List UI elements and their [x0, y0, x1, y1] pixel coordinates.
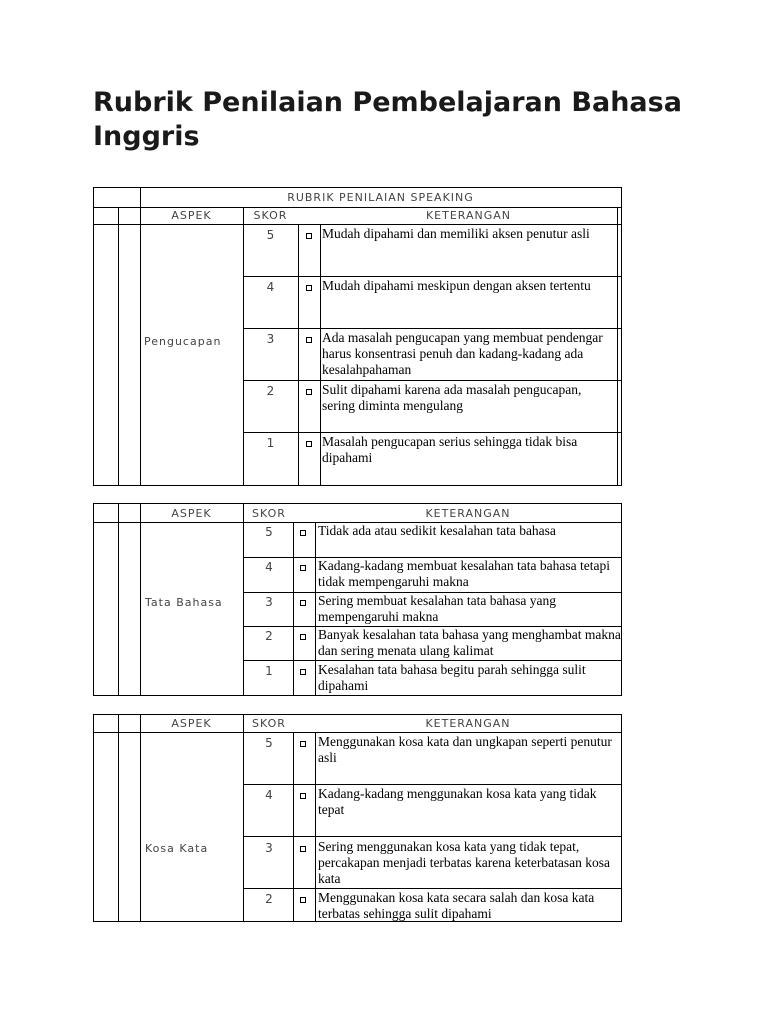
aspect-label: Tata Bahasa	[145, 596, 223, 609]
checkbox-icon	[300, 530, 306, 536]
score-value: 5	[266, 228, 275, 242]
checkbox-icon	[306, 441, 312, 447]
score-description: Mudah dipahami dan memiliki aksen penutur asli	[322, 226, 590, 241]
column-header-keterangan: KETERANGAN	[425, 717, 511, 730]
score-description: Sering membuat kesalahan tata bahasa yang mempengaruhi makna	[318, 593, 557, 624]
checkbox-icon	[300, 565, 306, 571]
score-value: 5	[265, 525, 273, 539]
checkbox-icon	[306, 285, 312, 291]
score-description: Menggunakan kosa kata dan ungkapan seperti penutur asli	[318, 734, 612, 765]
aspect-label: Pengucapan	[144, 335, 222, 348]
score-description: Mudah dipahami meskipun dengan aksen tertentu	[322, 278, 591, 293]
page-title: Rubrik Penilaian Pembelajaran Bahasa Inggris	[93, 87, 682, 152]
score-value: 2	[266, 384, 275, 398]
checkbox-icon	[300, 741, 306, 747]
score-value: 3	[265, 595, 273, 609]
checkbox-icon	[300, 897, 306, 903]
column-header-skor: SKOR	[252, 717, 286, 730]
score-value: 4	[265, 560, 273, 574]
grammar-rubric-table	[93, 503, 622, 696]
score-value: 4	[265, 788, 273, 802]
score-description: Sulit dipahami karena ada masalah pengucapan, sering diminta mengulang	[322, 382, 582, 413]
score-value: 3	[266, 332, 275, 346]
score-description: Menggunakan kosa kata secara salah dan kosa kata terbatas sehingga sulit dipahami	[318, 890, 595, 921]
checkbox-icon	[306, 337, 312, 343]
rubric-heading: RUBRIK PENILAIAN SPEAKING	[287, 191, 474, 204]
score-description: Banyak kesalahan tata bahasa yang menghambat makna dan sering menata ulang kalimat	[318, 627, 621, 658]
column-header-skor: SKOR	[253, 209, 288, 222]
column-header-aspek: ASPEK	[171, 507, 212, 520]
score-value: 3	[265, 841, 273, 855]
score-value: 1	[266, 436, 275, 450]
column-header-keterangan: KETERANGAN	[425, 209, 512, 222]
score-value: 4	[266, 280, 275, 294]
column-header-skor: SKOR	[252, 507, 286, 520]
checkbox-icon	[306, 233, 312, 239]
score-description: Tidak ada atau sedikit kesalahan tata bahasa	[318, 523, 556, 538]
checkbox-icon	[300, 846, 306, 852]
checkbox-icon	[300, 600, 306, 606]
speaking-rubric-table	[93, 187, 622, 486]
score-value: 2	[265, 629, 273, 643]
score-value: 1	[265, 664, 273, 678]
score-value: 5	[265, 736, 273, 750]
score-description: Kadang-kadang membuat kesalahan tata bahasa tetapi tidak mempengaruhi makna	[318, 558, 610, 589]
score-description: Masalah pengucapan serius sehingga tidak bisa dipahami	[322, 434, 578, 465]
checkbox-icon	[300, 793, 306, 799]
score-description: Kesalahan tata bahasa begitu parah sehingga sulit dipahami	[318, 662, 586, 693]
column-header-aspek: ASPEK	[171, 209, 212, 222]
score-description: Ada masalah pengucapan yang membuat pendengar harus konsentrasi penuh dan kadang-kadang ada kesalahpahaman	[322, 330, 603, 377]
score-description: Sering menggunakan kosa kata yang tidak tepat, percakapan menjadi terbatas karena keterbatasan kosa kata	[318, 839, 610, 886]
column-header-aspek: ASPEK	[171, 717, 212, 730]
checkbox-icon	[300, 634, 306, 640]
score-value: 2	[265, 892, 273, 906]
checkbox-icon	[306, 389, 312, 395]
score-description: Kadang-kadang menggunakan kosa kata yang tidak tepat	[318, 786, 597, 817]
aspect-label: Kosa Kata	[145, 842, 209, 855]
column-header-keterangan: KETERANGAN	[425, 507, 511, 520]
checkbox-icon	[300, 669, 306, 675]
vocabulary-rubric-table	[93, 714, 622, 922]
